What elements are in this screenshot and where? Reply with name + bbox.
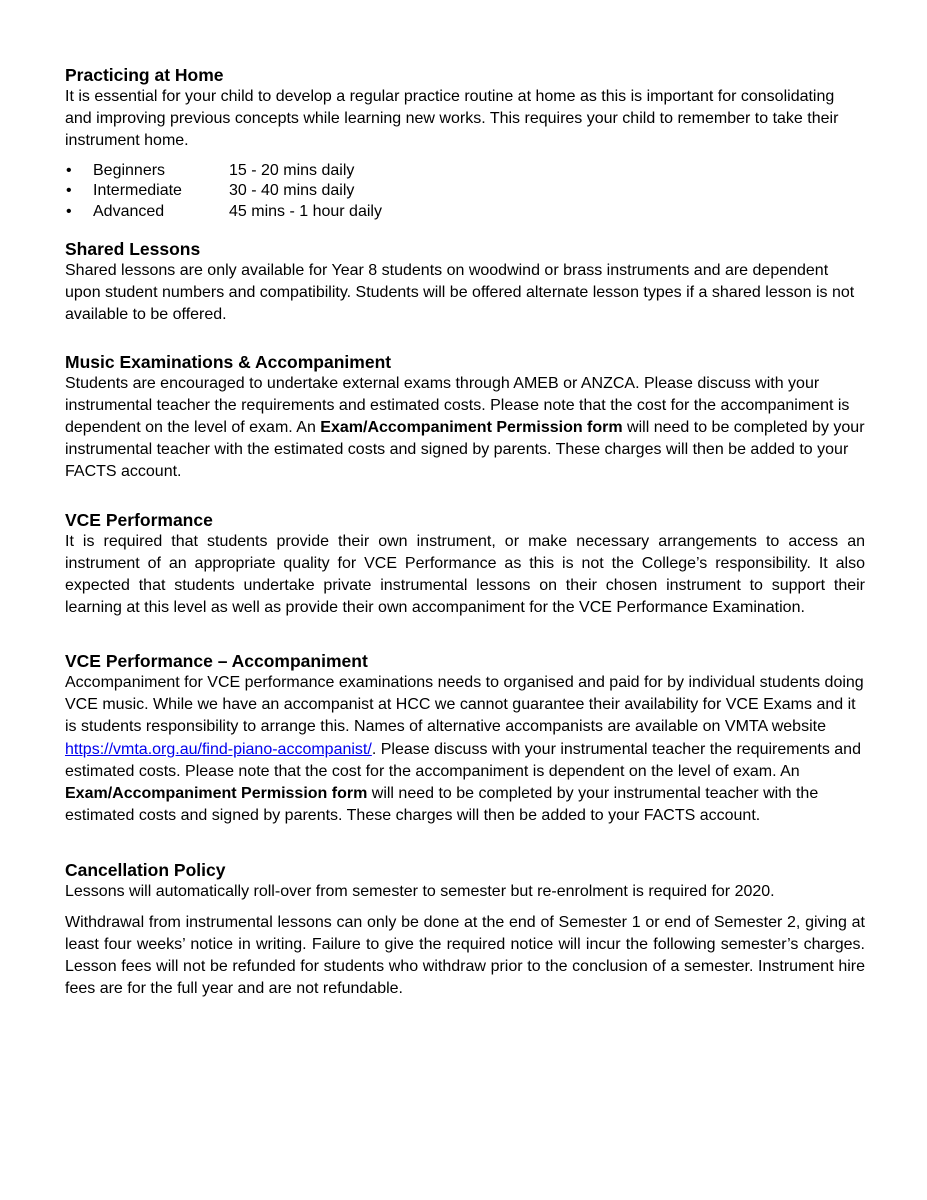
cancellation-text-1: Lessons will automatically roll-over from semester to semester but re-enrolment is required for 2020. [65,883,775,901]
practicing-intro: It is essential for your child to develop a regular practice routine at home as this is important for consolidating and improving previous concepts while learning new works. This requires your child to remember to take their instrument home. [65,88,839,149]
section-cancellation-policy [65,859,865,1000]
vce-performance-text: It is required that students provide their own instrument, or make necessary arrangements to access an instrument of an appropriate quality for VCE Performance as this is not the College’s responsibility. It also expected that students undertake private instrumental lessons on their chosen instrument to support their learning at this level as well as provide their own accompaniment for the VCE Performance Examination. [65,532,865,616]
bullet-icon: • [66,182,72,200]
section-shared-lessons [65,238,865,326]
section-music-examinations [65,351,865,483]
cancellation-text-2: Withdrawal from instrumental lessons can only be done at the end of Semester 1 or end of Semester 2, giving at least four weeks’ notice in writing. Failure to give the required notice will incur the following semester’s charges. Lesson fees will not be refunded for students who withdraw prior to the conclusion of a semester. Instrument hire fees are for the full year and are not refundable. [65,914,865,998]
heading-practicing-at-home: Practicing at Home [65,65,224,85]
vce-accompaniment-text-after-bold: will need to be completed by your instrumental teacher with the estimated costs and signed by parents. These charges will then be added to your FACTS account. [65,784,819,825]
practice-time: 45 mins - 1 hour daily [229,202,382,220]
heading-vce-performance: VCE Performance [65,509,213,530]
exams-permission-form-label: Exam/Accompaniment Permission form [320,418,623,436]
practice-level: Intermediate [93,182,182,200]
vmta-accompanist-link[interactable]: https://vmta.org.au/find-piano-accompanist/ [65,740,372,758]
vce-accompaniment-text-after-link: . Please discuss with your instrumental teacher the requirements and estimated costs. Please note that the cost for the accompaniment is dependent on the level of exam. An [65,740,861,780]
practice-level: Beginners [93,162,166,179]
section-vce-performance [65,509,865,619]
shared-lessons-text: Shared lessons are only available for Year 8 students on woodwind or brass instruments and are dependent upon student numbers and compatibility. Students will be offered alternate lesson types if a shared lesson is not available to be offered. [65,261,855,323]
music-examinations-text [65,373,865,483]
practice-level: Advanced [93,202,165,220]
list-item [65,181,865,201]
list-item [65,202,865,222]
practice-time: 15 - 20 mins daily [229,162,355,179]
vce-accompaniment-text [65,672,865,827]
heading-shared-lessons: Shared Lessons [65,238,201,259]
heading-cancellation-policy: Cancellation Policy [65,860,226,881]
vce-accompaniment-text-before-link: Accompaniment for VCE performance examinations needs to organised and paid for by individual students doing VCE music. While we have an accompanist at HCC we cannot guarantee their availability for VCE Exams and it is students responsibility to arrange this. Names of alternative accompanists are available on VMTA website [65,673,864,736]
document-page [65,64,865,1000]
heading-vce-accompaniment: VCE Performance – Accompaniment [65,650,368,671]
practice-times-list [65,161,865,222]
vce-permission-form-label: Exam/Accompaniment Permission form [65,784,368,802]
list-item [65,161,865,181]
section-vce-accompaniment [65,650,865,827]
practice-time: 30 - 40 mins daily [229,182,355,200]
exams-text-before: Students are encouraged to undertake external exams through AMEB or ANZCA. Please discuss with your instrumental teacher the requirements and estimated costs. Please note that the cost for the accompaniment is dependent on the level of exam. An [65,374,850,436]
heading-music-examinations: Music Examinations & Accompaniment [65,351,392,372]
section-practicing-at-home [65,64,865,222]
bullet-icon: • [66,162,72,179]
exams-text-after: will need to be completed by your instrumental teacher with the estimated costs and signed by parents. These charges will then be added to your FACTS account. [65,418,865,480]
bullet-icon: • [66,202,72,220]
